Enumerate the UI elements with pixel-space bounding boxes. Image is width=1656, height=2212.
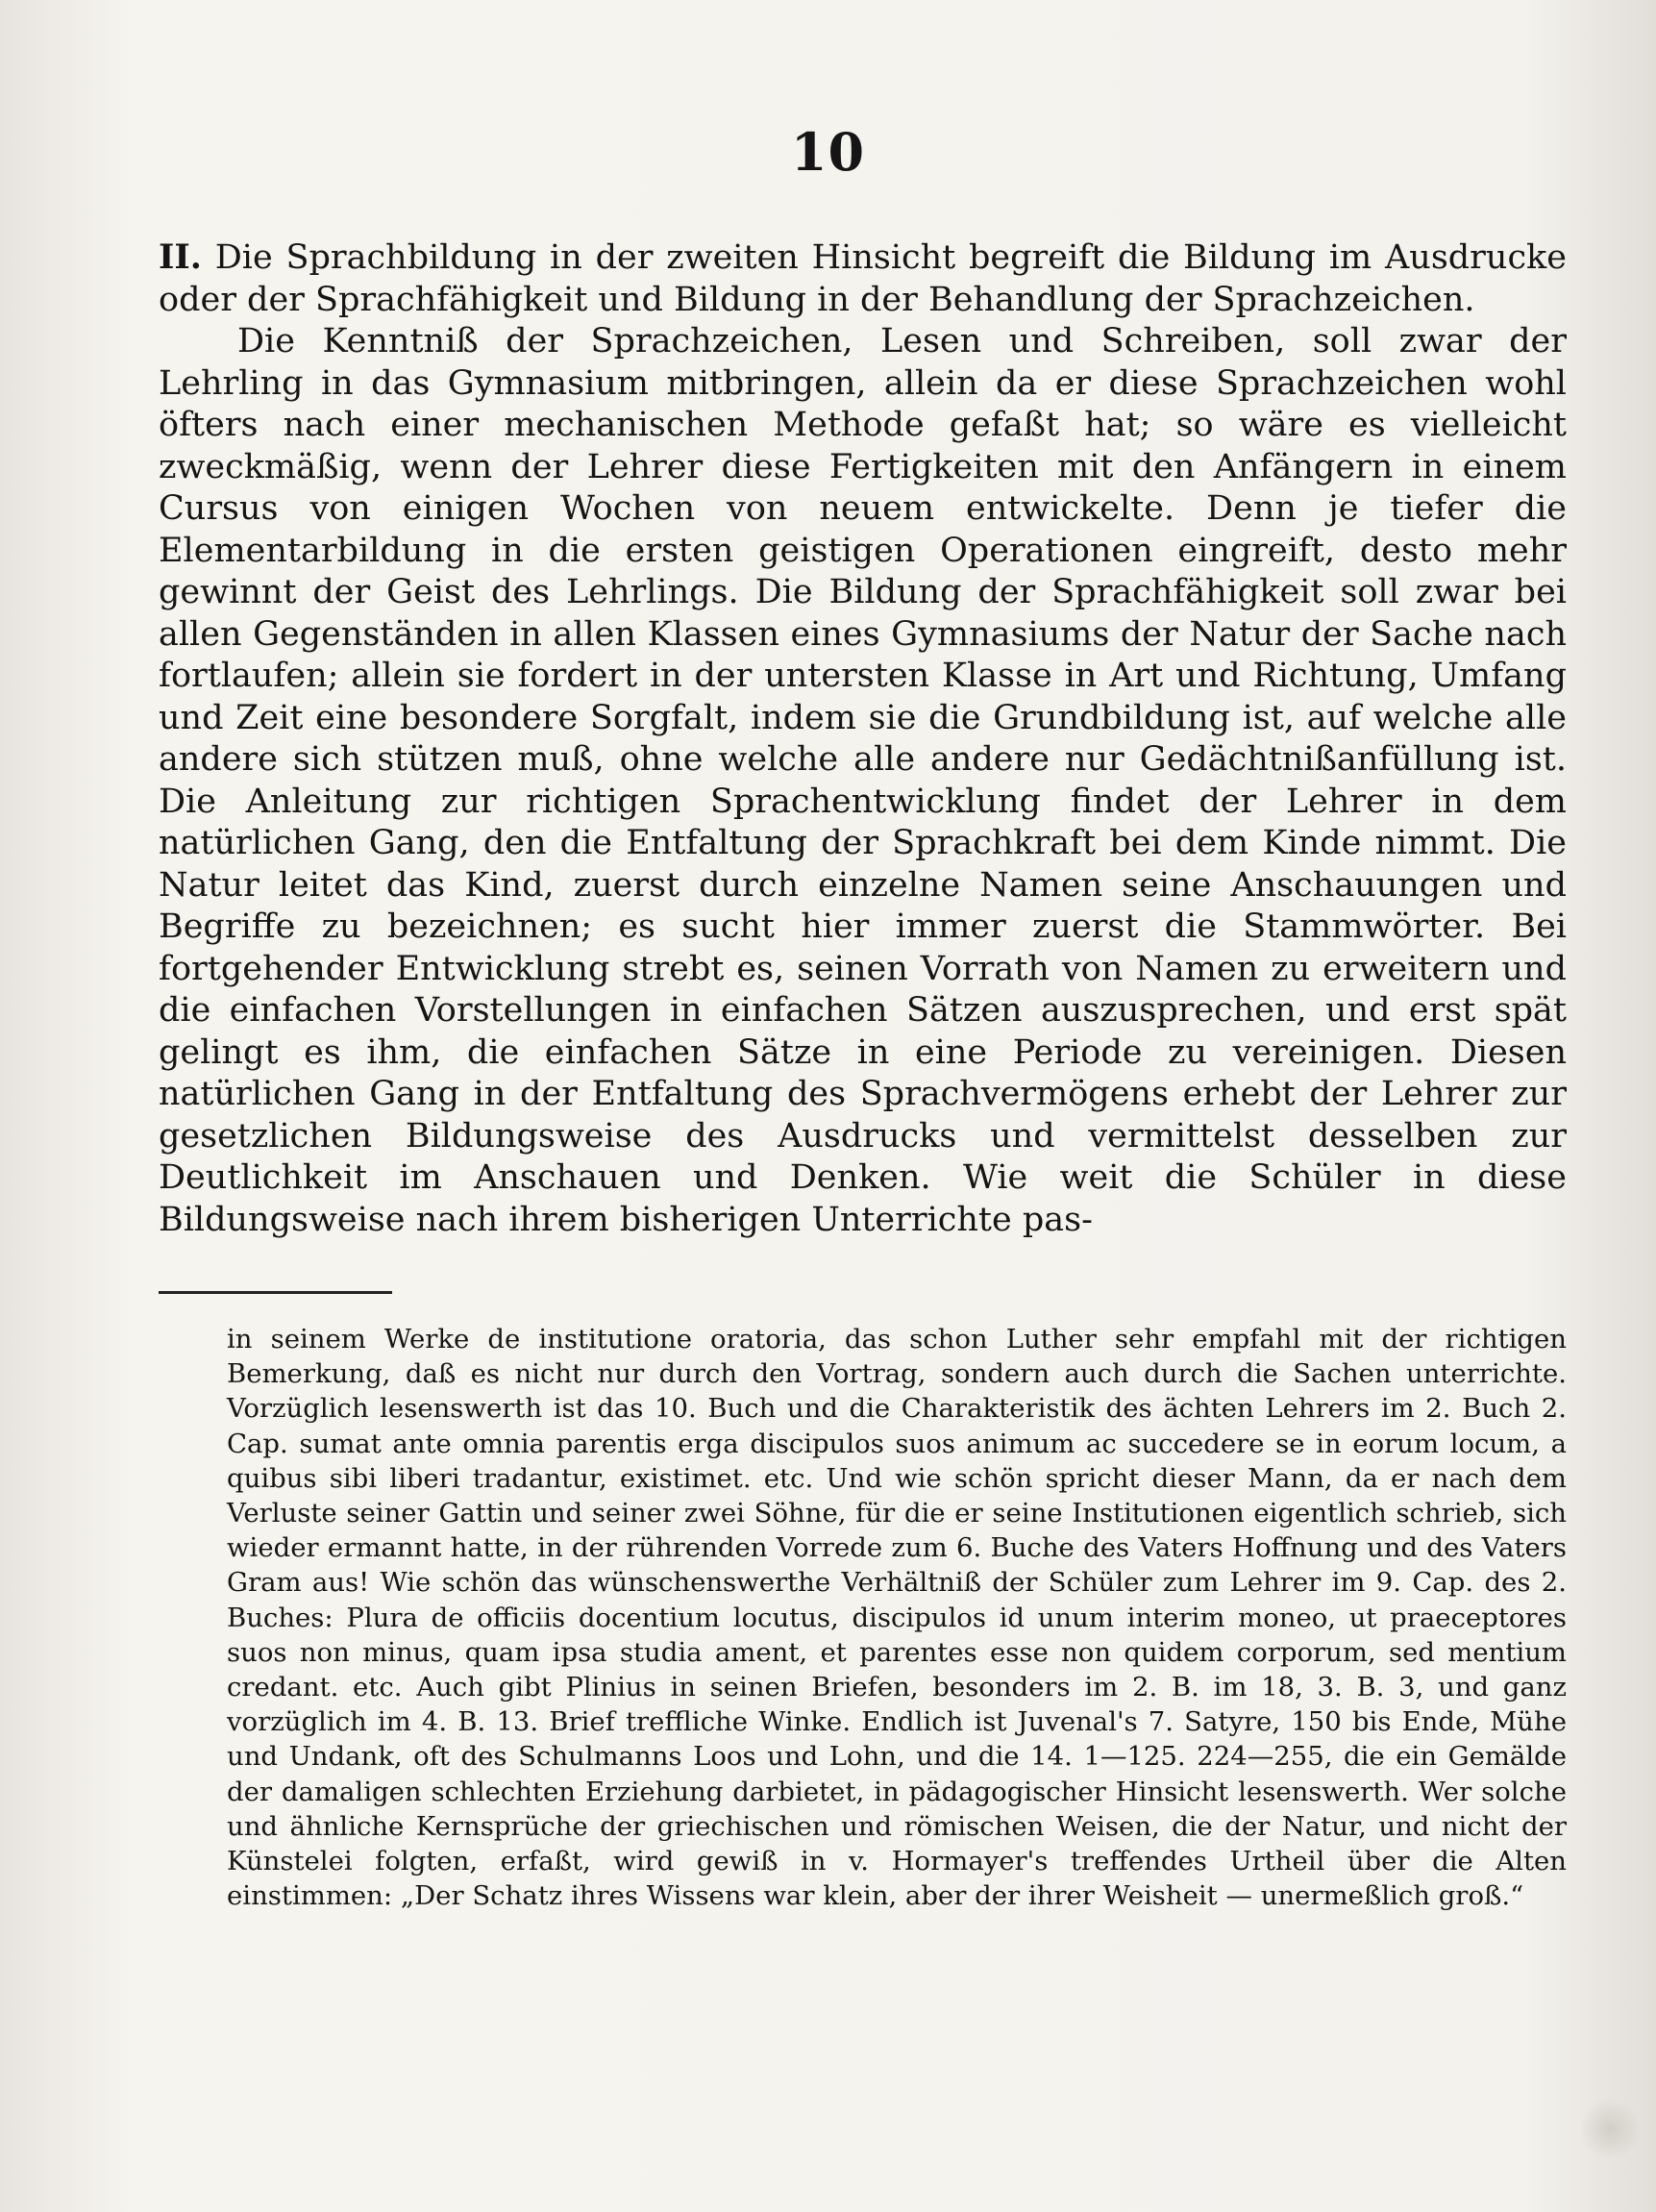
section-marker: II. (159, 237, 202, 277)
main-text (159, 236, 1567, 1241)
paragraph-1 (159, 236, 1567, 321)
paragraph-2: Die Kenntniß der Sprachzeichen, Lesen und Schreiben, soll zwar der Lehrling in das Gymnasium mitbringen, allein da er diese Sprachzeichen wohl öfters nach einer mechanischen Methode gefaßt hat; so wäre es vielleicht zweckmäßig, wenn der Lehrer diese Fertigkeiten mit den Anfängern in einem Cursus von einigen Wochen von neuem entwickelte. Denn je tiefer die Elementarbildung in die ersten geistigen Operationen eingreift, desto mehr gewinnt der Geist des Lehrlings. Die Bildung der Sprachfähigkeit soll zwar bei allen Gegenständen in allen Klassen eines Gymnasiums der Natur der Sache nach fortlaufen; allein sie fordert in der untersten Klasse in Art und Richtung, Umfang und Zeit eine besondere Sorgfalt, indem sie die Grundbildung ist, auf welche alle andere sich stützen muß, ohne welche alle andere nur Gedächtnißanfüllung ist. Die Anleitung zur richtigen Sprachentwicklung findet der Lehrer in dem natürlichen Gang, den die Entfaltung der Sprachkraft bei dem Kinde nimmt. Die Natur leitet das Kind, zuerst durch einzelne Namen seine Anschauungen und Begriffe zu bezeichnen; es sucht hier immer zuerst die Stammwörter. Bei fortgehender Entwicklung strebt es, seinen Vorrath von Namen zu erweitern und die einfachen Vorstellungen in einfachen Sätzen auszusprechen, und erst spät gelingt es ihm, die einfachen Sätze in eine Periode zu vereinigen. Diesen natürlichen Gang in der Entfaltung des Sprachvermögens erhebt der Lehrer zur gesetzlichen Bildungsweise des Ausdrucks und vermittelst desselben zur Deutlichkeit im Anschauen und Denken. Wie weit die Schüler in diese Bildungsweise nach ihrem bisherigen Unterrichte pas- (159, 322, 1567, 1239)
page-stain (1581, 2096, 1639, 2163)
footnote (227, 1322, 1567, 1913)
paragraph-1-text: Die Sprachbildung in der zweiten Hinsicht begreift die Bildung im Ausdrucke oder der Sprachfähigkeit und Bildung in der Behandlung der Sprachzeichen. (159, 238, 1567, 319)
footnote-text: in seinem Werke de institutione oratoria, das schon Luther sehr empfahl mit der richtigen Bemerkung, daß es nicht nur durch den Vortrag, sondern auch durch die Sachen unterrichte. Vorzüglich lesenswerth ist das 10. Buch und die Charakteristik des ächten Lehrers im 2. Buch 2. Cap. sumat ante omnia parentis erga discipulos suos animum ac succedere se in eorum locum, a quibus sibi liberi tradantur, existimet. etc. Und wie schön spricht dieser Mann, da er nach dem Verluste seiner Gattin und seiner zwei Söhne, für die er seine Institutionen eigentlich schrieb, sich wieder ermannt hatte, in der rührenden Vorrede zum 6. Buche des Vaters Hoffnung und des Vaters Gram aus! Wie schön das wünschenswerthe Verhältniß der Schüler zum Lehrer im 9. Cap. des 2. Buches: Plura de officiis docentium locutus, discipulos id unum interim moneo, ut praeceptores suos non minus, quam ipsa studia ament, et parentes esse non quidem corporum, sed mentium credant. etc. Auch gibt Plinius in seinen Briefen, besonders im 2. B. im 18, 3. B. 3, und ganz vorzüglich im 4. B. 13. Brief treffliche Winke. Endlich ist Juvenal's 7. Satyre, 150 bis Ende, Mühe und Undank, oft des Schulmanns Loos und Lohn, und die 14. 1—125. 224—255, die ein Gemälde der damaligen schlechten Erziehung darbietet, in pädagogischer Hinsicht lesenswerth. Wer solche und ähnliche Kernsprüche der griechischen und römischen Weisen, die der Natur, und nicht der Künstelei folgten, erfaßt, wird gewiß in v. Hormayer's treffendes Urtheil über die Alten einstimmen: „Der Schatz ihres Wissens war klein, aber der ihrer Weisheit — unermeßlich groß.“ (227, 1324, 1567, 1912)
footnote-rule (159, 1291, 392, 1294)
page-number: 10 (790, 121, 866, 183)
